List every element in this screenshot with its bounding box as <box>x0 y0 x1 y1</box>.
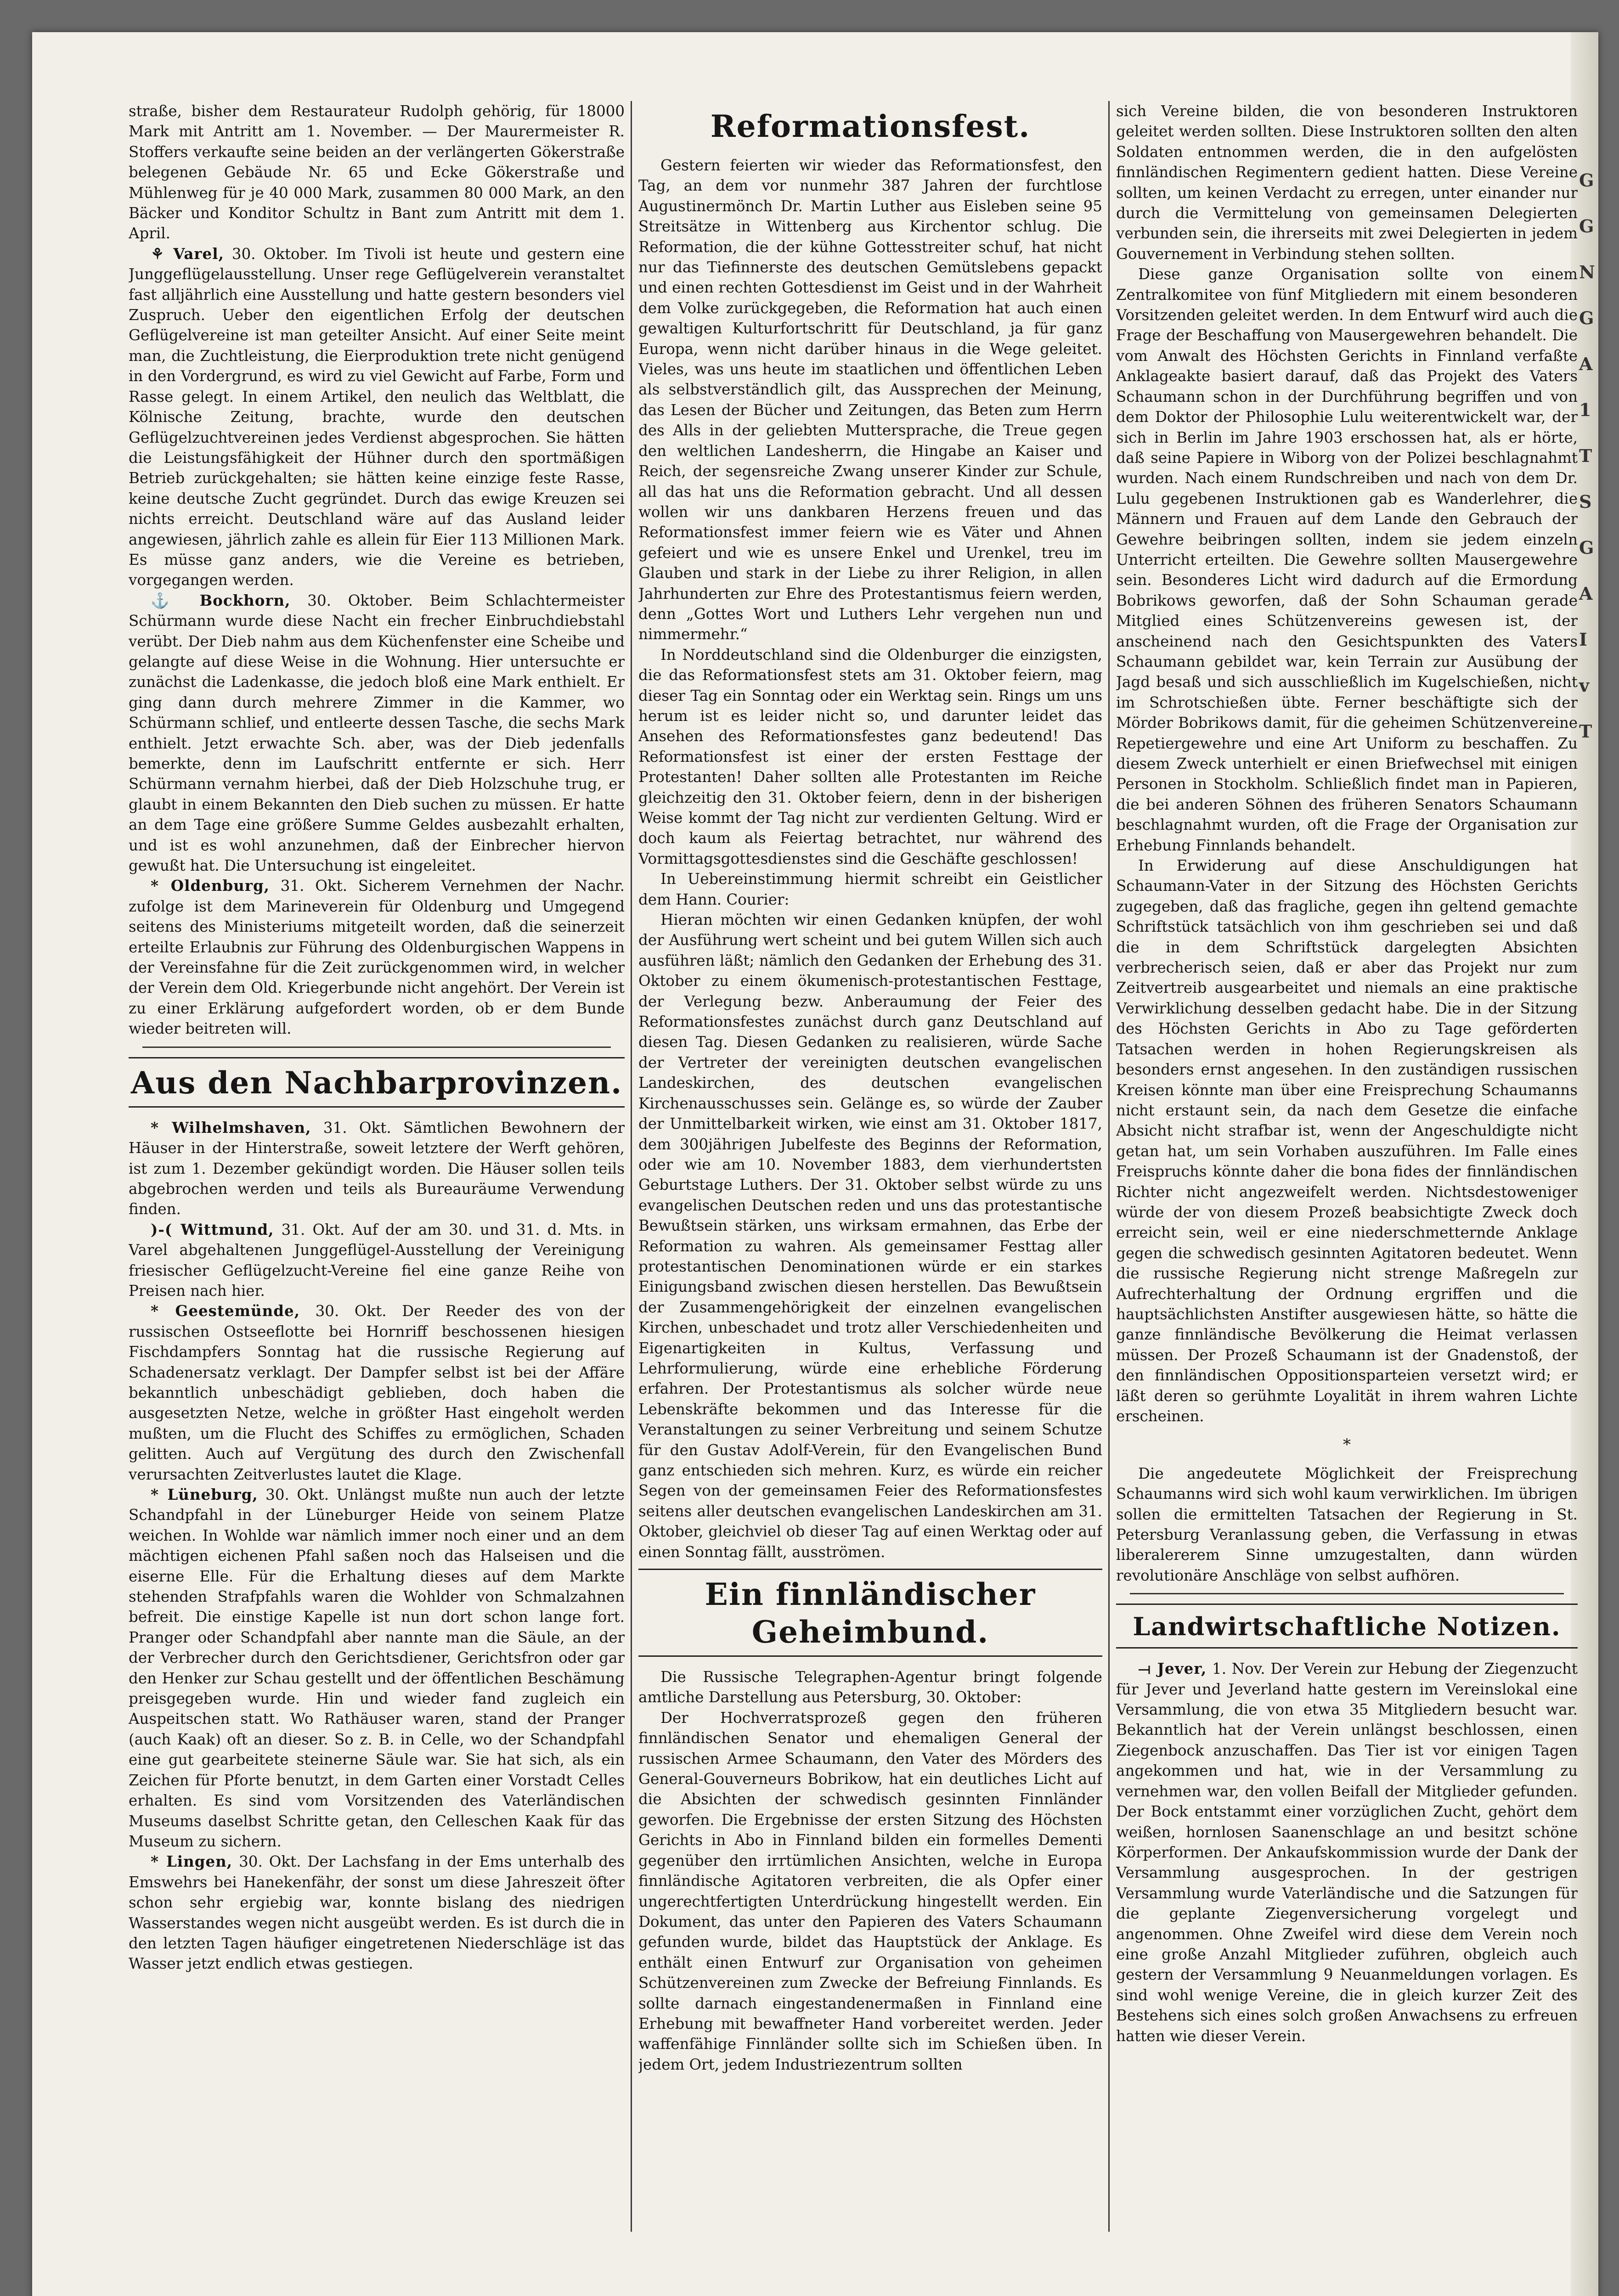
edge-glyph: G <box>1579 308 1594 328</box>
edge-glyph: T <box>1579 445 1592 466</box>
dateline: * Oldenburg, <box>151 877 270 895</box>
news-text: 31. Okt. Auf der am 30. und 31. d. Mts. in Varel abgehaltenen Junggeflügel-Ausstellung der Vereinigung friesischer Geflügelzucht-Vereine fiel eine ganze Reihe von Preisen nach hier. <box>129 1221 625 1300</box>
column-3 <box>1116 101 1578 2236</box>
article-paragraph <box>129 101 625 244</box>
edge-glyph: A <box>1579 354 1593 374</box>
article-paragraph: In Norddeutschland sind die Oldenburger die einzigsten, die das Reformationsfest stets am 31. Oktober feiern, mag dieser Tag ein Sonntag oder ein Werktag sein. Rings um uns herum ist es leider nicht so, und darunter leidet das Ansehen des Reformationsfestes ganz bedeutend! Das Reformationsfest ist einer der ersten Festtage der Protestanten! Daher sollten alle Protestanten im Reiche gleichzeitig den 31. Oktober feiern, denn in der bisherigen Weise kommt der Tag nicht zur verdienten Geltung. Wird er doch kaum als Feiertag betrachtet, nur während des Vormittagsgottesdienstes sind die Geschäfte geschlossen! <box>638 646 1102 867</box>
geheimbund-article-continued <box>1116 101 1578 1426</box>
article-paragraph: Hieran möchten wir einen Gedanken knüpfen, der wohl der Ausführung wert scheint und bei gutem Willen sich auch ausführen läßt; nämlich den Gedanken der Erhebung des 31. Oktober zu einem ökumenisch-protestantischen Festtage, der Verlegung bezw. Anberaumung der Feier des Reformationsfestes zunächst durch ganz Deutschland auf diesen Tag. Diesen Gedanken zu realisieren, würde Sache der Vertreter der vereinigten deutschen evangelischen Landeskirchen, des deutschen evangelischen Kirchenausschusses sein. Gelänge es, so würde der Zauber der Unmittelbarkeit wirken, wie einst am 31. Oktober 1817, dem 300jährigen Jubelfeste des Beginns der Reformation, oder wie am 10. November 1883, dem vierhundertsten Geburtstage Luthers. Der 31. Oktober selbst würde zu uns evangelischen Deutschen reden und uns das protestantische Bewußtsein stärken, uns wirksam ermahnen, das Erbe der Reformation zu wahren. Als gemeinsamer Festtag aller protestantischen Denominationen würde er ein starkes Einigungsband zwischen diesen herstellen. Das Bewußtsein der Zusammengehörigkeit der einzelnen evangelischen Kirchen, unbeschadet und trotz aller Verschiedenheiten und Eigenartigkeiten in Kultus, Verfassung und Lehrformulierung, würde eine erhebliche Förderung erfahren. Der Protestantismus als solcher würde neue Lebenskräfte bekommen und das Interesse für die Veranstaltungen zu seiner Verbreitung und seinem Schutze für den Gustav Adolf-Verein, für den Evangelischen Bund ganz entschieden sich mehren. Kurz, es würde ein reicher Segen von der gemeinsamen Feier des Reformationsfestes seitens aller deutschen evangelischen Landeskirchen am 31. Oktober, gleichviel ob dieser Tag auf einen Werktag oder auf einen Sonntag fällt, ausströmen. <box>638 911 1102 1561</box>
newspaper-page <box>32 32 1598 2296</box>
heading-geheimbund: Ein finnländischer Geheimbund. <box>638 1569 1102 1657</box>
column-rule <box>1108 101 1110 2232</box>
news-text: 31. Okt. Sämtlichen Bewohnern der Häuser in der Hinterstraße, soweit letztere der Werft gehören, ist zum 1. Dezember gekündigt worden. Die Häuser sollen teils abgebrochen werden und teils als Bureauräume Verwendung finden. <box>129 1119 625 1218</box>
dateline: * Wilhelmshaven, <box>151 1118 311 1137</box>
column-1 <box>129 101 625 2236</box>
news-item <box>129 1220 625 1301</box>
article-paragraph <box>1116 264 1578 855</box>
dateline: ⚘ Varel, <box>151 244 224 263</box>
news-text: sich Vereine bilden, die von besonderen Instruktoren geleitet werden sollten. Diese Instruktoren sollten den alten Soldaten entnommen werden, die in den aufgelösten finnländischen Regimentern gedient hatten. Diese Vereine sollten, um keinen Verdacht zu erregen, unter einander nur durch die Vermittelung von gemeinsamen Delegierten verbunden sein, die ihrerseits mit zwei Delegierten in jedem Gouvernement in Verbindung stehen sollten. <box>1116 102 1578 263</box>
article-paragraph <box>1116 101 1578 264</box>
section-divider <box>1130 1593 1564 1594</box>
news-item <box>129 591 625 876</box>
news-text: 30. Oktober. Im Tivoli ist heute und gestern eine Junggeflügelausstellung. Unser rege Geflügelverein veranstaltet fast alljährlich eine Ausstellung und hatte gestern besonders viel Zuspruch. Ueber den eigentlichen Erfolg der deutschen Geflügelvereine ist man geteilter Ansicht. Auf einer Seite meint man, die Zuchtleistung, die Eierproduktion trete nicht genügend in den Vordergrund, es wird zu viel Gewicht auf Farbe, Form und Rasse gelegt. In einem Artikel, den neulich das Weltblatt, die Kölnische Zeitung, brachte, wurde den deutschen Geflügelzuchtvereinen jedes Verdienst abgesprochen. Sie hätten die Leistungsfähigkeit der Hühner durch den sportmäßigen Betrieb zurückgehalten; sie hätten keine einzige feste Rasse, keine deutsche Zucht gegründet. Durch das ewige Kreuzen sei nichts erreicht. Deutschland wäre auf das Ausland leider angewiesen, jährlich zahle es allein für Eier 113 Millionen Mark. Es müsse ganz anders, wie die Vereine es betrieben, vorgegangen werden. <box>129 245 625 589</box>
news-text: straße, bisher dem Restaurateur Rudolph gehörig, für 18000 Mark mit Antritt am 1. November. — Der Maurermeister R. Stoffers verkaufte seine beiden an der verlängerten Gökerstraße belegenen Gebäude Nr. 65 und Ecke Gökerstraße und Mühlenweg für je 40 000 Mark, zusammen 80 000 Mark, an den Bäcker und Konditor Schultz in Bant zum Antritt mit dem 1. April. <box>129 102 625 242</box>
nachbar-news-block <box>129 1118 625 1974</box>
heading-landwirtschaft: Landwirtschaftliche Notizen. <box>1116 1604 1578 1649</box>
dateline: )-( Wittmund, <box>151 1220 274 1238</box>
news-text: 30. Oktober. Beim Schlachtermeister Schürmann wurde diese Nacht ein frecher Einbruchdiebstahl verübt. Der Dieb nahm aus dem Küchenfenster eine Scheibe und gelangte auf diese Weise in die Wohnung. Hier untersuchte er zunächst die Ladenkasse, die jedoch bloß eine Mark enthielt. Er ging dann durch mehrere Zimmer in die Kammer, wo Schürmann schlief, und entleerte dessen Tasche, die sechs Mark enthielt. Jetzt erwachte Sch. aber, was der Dieb jedenfalls bemerkte, denn im Laufschritt entfernte er sich. Herr Schürmann vernahm hierbei, daß der Dieb Holzschuhe trug, er glaubt in einem Bekannten den Dieb suchen zu müssen. Er hatte an dem Tage eine größere Summe Geldes ausbezahlt erhalten, und ist es wohl anzunehmen, daß der Einbrecher hiervon gewußt hat. Die Untersuchung ist eingeleitet. <box>129 591 625 875</box>
edge-glyph: N <box>1579 262 1595 282</box>
news-text: 30. Okt. Der Lachsfang in der Ems unterhalb des Emswehrs bei Hanekenfähr, der sonst um diese Jahreszeit öfter schon sehr ergiebig war, konnte bislang des niedrigen Wasserstandes wegen nicht ausgeübt werden. Es ist durch die in den letzten Tagen häufiger eingetretenen Niederschläge ist das Wasser jetzt endlich etwas gestiegen. <box>129 1853 625 1973</box>
news-text: Diese ganze Organisation sollte von einem Zentralkomitee von fünf Mitgliedern mit einem besonderen Vorsitzenden geleitet werden. In dem Entwurf wird auch die Frage der Beschaffung von Mausergewehren behandelt. Die vom Anwalt des Höchsten Gerichts in Finnland verfaßte Anklageakte basiert darauf, daß das Projekt des Vaters Schaumann schon in der Durchführung begriffen und von dem Doktor der Philosophie Lulu weiterentwickelt war, der sich in Berlin im Jahre 1903 erschossen hat, als er hörte, daß seine Papiere in Wiborg von der Polizei beschlagnahmt wurden. Nach einem Rundschreiben und nach von dem Dr. Lulu gegebenen Instruktionen gab es Wanderlehrer, die Männern und Frauen auf dem Lande den Gebrauch der Gewehre beibringen sollten, indem sie jedem einzeln Unterricht erteilten. Die Gewehre sollten Mausergewehre sein. Besonderes Licht wird dadurch auf die Ermordung Bobrikows geworfen, daß der Sohn Schauman gerade Mitglied eines Schützenvereins gewesen ist, der anscheinend nach den Gesichtspunkten des Vaters Schaumann gebildet war, kein Terrain zur Ausübung der Jagd besaß und sich ausschließlich im Kugelschießen, nicht im Schrotschießen übte. Ferner beschäftigte sich der Mörder Bobrikows damit, für die geheimen Schützenvereine Repetiergewehre und eine Art Uniform zu beschaffen. Zu diesem Zweck unterhielt er einen Briefwechsel mit einigen Personen in Stockholm. Schließlich findet man in Papieren, die bei anderen Söhnen des früheren Senators Schaumann beschlagnahmt wurden, oft die Frage der Organisation zur Erhebung Finnlands behandelt. <box>1116 265 1578 854</box>
news-text: In Erwiderung auf diese Anschuldigungen hat Schaumann-Vater in der Sitzung des Höchsten Gerichts zugegeben, daß das fragliche, gegen ihn geltend gemachte Schriftstück tatsächlich von ihm geschrieben sei und daß die in dem Schriftstück dargelegten Absichten verbrecherisch seien, daß er aber das Projekt nur zum Zeitvertreib ausgearbeitet und niemals an eine praktische Verwirklichung desselben gedacht habe. Die in der Sitzung des Höchsten Gerichts in Abo zu Tage geförderten Tatsachen werden in hohen Regierungskreisen als besonders ernst angesehen. In den zuständigen russischen Kreisen könnte man über eine Freisprechung Schaumanns nicht erstaunt sein, da nach dem Gesetze die einfache Absicht nicht strafbar ist, wenn der Angeschuldigte nicht getan hat, um sein Vorhaben auszuführen. Im Falle eines Freispruchs könnte daher die bona fides der finnländischen Richter nicht angezweifelt werden. Nichtsdestoweniger würde der von diesem Prozeß beabsichtigte Zweck doch erreicht sein, weil er eine niederschmetternde Anklage gegen die schwedisch gesinnten Agitatoren bedeutet. Wenn die russische Regierung nicht strenge Maßregeln zur Aufrechterhaltung der Ordnung ergriffen und die hauptsächlichsten Anstifter ausgewiesen hätte, so hätte die ganze finnländische Bevölkerung die Heimat verlassen müssen. Der Prozeß Schaumann ist der Gnadenstoß, der den finnländischen Oppositionsparteien versetzt wird; er läßt deren so gerühmte Loyalität in ihrem wahren Lichte erscheinen. <box>1116 857 1578 1425</box>
edge-glyph: G <box>1579 216 1594 236</box>
dateline: * Lingen, <box>151 1852 233 1871</box>
article-paragraph: Die Russische Telegraphen-Agentur bringt folgende amtliche Darstellung aus Petersburg, 30. Oktober: <box>638 1668 1102 1706</box>
local-news-block <box>129 101 625 1039</box>
article-paragraph <box>1116 855 1578 1426</box>
heading-nachbarprovinzen: Aus den Nachbarprovinzen. <box>129 1057 625 1108</box>
edge-glyph: v <box>1579 675 1590 696</box>
news-item <box>129 1851 625 1974</box>
column-2 <box>638 101 1102 2236</box>
news-item-jever <box>1116 1659 1578 2046</box>
news-text: 1. Nov. Der Verein zur Hebung der Ziegenzucht für Jever und Jeverland hatte gestern im Vereinslokal eine Versammlung, die von etwa 35 Mitgliedern besucht war. Bekanntlich hat der Verein unlängst beschlossen, einen Ziegenbock anzuschaffen. Das Tier ist vor einigen Tagen angekommen und hat, wie in der Versammlung zu vernehmen war, den vollen Beifall der Mitglieder gefunden. Der Bock entstammt einer vorzüglichen Zucht, gehört dem weißen, hornlosen Saanenschlage an und besitzt schöne Körperformen. Der Ankaufskommission wurde der Dank der Versammlung ausgesprochen. In der gestrigen Versammlung wurde Vaterländische und die Satzungen für die geplante Ziegenversicherung vorgelegt und angenommen. Ohne Zweifel wird diese dem Verein noch eine große Anzahl Mitglieder zuführen, obgleich auch gestern der Versammlung 9 Neuanmeldungen vorlagen. Es sind wohl wenige Vereine, die in gleich kurzer Zeit des Bestehens sich eines solch großen Anwachsens zu erfreuen hatten wie dieser Verein. <box>1116 1660 1578 2045</box>
article-paragraph: Die angedeutete Möglichkeit der Freisprechung Schaumanns wird sich wohl kaum verwirklichen. Im übrigen sollen die ermittelten Tatsachen der Regierung in St. Petersburg Veranlassung geben, die Verfassung in etwas liberalererem Sinne umzugestalten, dann würden revolutionäre Anschläge von selbst aufhören. <box>1116 1464 1578 1584</box>
edge-glyph: 1 <box>1579 400 1591 420</box>
news-item <box>129 1301 625 1485</box>
article-paragraph: Gestern feierten wir wieder das Reformationsfest, den Tag, an dem vor nunmehr 387 Jahren der furchtlose Augustinermönch Dr. Martin Luther aus Eisleben seine 95 Streitsätze in Wittenberg aus Kirchentor schlug. Die Reformation, die der kühne Gottesstreiter schuf, hat nicht nur das Tiefinnerste des deutschen Gemütslebens gepackt und einen rechten Gottesdienst im Geist und in der Wahrheit dem Volke zurückgegeben, die Reformation hat auch einen gewaltigen Kulturfortschritt für Deutschland, ja für ganz Europa, wenn nicht darüber hinaus in die Wege geleitet. Vieles, was uns heute im staatlichen und öffentlichen Leben als selbstverständlich gilt, das Aussprechen der Meinung, das Lesen der Bücher und Zeitungen, das Beten zum Herrn des Alls in der geliebten Muttersprache, die Treue gegen den weltlichen Landesherrn, die Hingabe an Kaiser und Reich, der segensreiche Zwang unserer Kinder zur Schule, all das hat uns die Reformation gebracht. Und all dessen wollen wir uns dankbaren Herzens freuen und das Reformationsfest immer feiern wie es Väter und Ahnen gefeiert und wie es unsere Enkel und Urenkel, treu im Glauben und stark in der Liebe zu ihrer Religion, in allen Jahrhunderten zur Ehre des Protestantismus feiern werden, denn „Gottes Wort und Luthers Lehr vergehen nun und nimmermehr.“ <box>638 157 1102 643</box>
dateline: * Lüneburg, <box>151 1486 258 1503</box>
edge-glyph: I <box>1579 629 1587 650</box>
reformation-article <box>638 155 1102 1562</box>
news-text: 30. Okt. Der Reeder des von der russischen Ostseeflotte bei Hornriff beschossenen hiesigen Fischdampfers Sonntag hat die russische Regierung auf Schadenersatz verklagt. Der Dampfer selbst ist bei der Affäre bekanntlich unbeschädigt geblieben, doch haben die ausgesetzten Netze, welche in größter Hast eingeholt werden mußten, um die Flucht des Schiffes zu ermöglichen, Schaden gelitten. Auch auf Vergütung des durch den Zwischenfall verursachten Zeitverlustes lautet die Klage. <box>129 1302 625 1483</box>
dateline: ⟞ Jever, <box>1138 1660 1207 1678</box>
edge-glyph: S <box>1579 491 1592 512</box>
news-item <box>129 876 625 1039</box>
heading-reformationsfest: Reformationsfest. <box>710 108 1031 144</box>
news-text: 31. Okt. Sicherem Vernehmen der Nachr. zufolge ist dem Marineverein für Oldenburg und Umgegend seitens des Ministeriums mitgeteilt worden, daß die seinerzeit erteilte Erlaubnis zur Führung des Oldenburgischen Wappens in der Vereinsfahne für die Zeit zurückgenommen wird, in welcher der Verein dem Old. Kriegerbunde nicht angehört. Der Verein ist zu einer Erklärung aufgefordert worden, ob er dem Bunde wieder beitreten will. <box>129 877 625 1038</box>
news-item <box>129 244 625 591</box>
edge-glyph: G <box>1579 170 1594 191</box>
article-paragraph: Der Hochverratsprozeß gegen den früheren finnländischen Senator und ehemaligen General der russischen Armee Schaumann, den Vater des Mörders des General-Gouverneurs Bobrikow, hat ein deutliches Licht auf die Absichten der schwedisch gesinnten Finnländer geworfen. Die Ergebnisse der ersten Sitzung des Höchsten Gerichts in Abo in Finnland bilden ein formelles Dementi gegenüber den irrtümlichen Ansichten, welche in Europa finnländische Agitatoren verbreiten, die als Opfer einer ungerechtfertigten Unterdrückung hingestellt werden. Ein Dokument, das unter den Papieren des Vaters Schaumann gefunden wurde, bildet das Hauptstück der Anklage. Es enthält einen Entwurf zur Organisation von geheimen Schützenvereinen zum Zwecke der Befreiung Finnlands. Es sollte darnach eingestandenermaßen in Finnland eine Erhebung mit bewaffneter Hand vorbereitet werden. Jeder waffenfähige Finnländer sollte sich im Schießen üben. In jedem Ort, jedem Industriezentrum sollten <box>638 1709 1102 2073</box>
edge-glyph: T <box>1579 721 1592 742</box>
separator-star: * <box>1343 1435 1351 1454</box>
section-divider <box>142 1047 611 1048</box>
news-item <box>129 1118 625 1220</box>
geheimbund-article <box>638 1667 1102 2075</box>
dateline: * Geestemünde, <box>151 1302 300 1320</box>
article-paragraph: In Uebereinstimmung hiermit schreibt ein Geistlicher dem Hann. Courier: <box>638 870 1102 908</box>
dateline: ⚓ Bockhorn, <box>151 591 291 609</box>
edge-glyph: G <box>1579 537 1594 558</box>
news-text: 30. Okt. Unlängst mußte nun auch der letzte Schandpfahl in der Lüneburger Heide von seinem Platze weichen. In Wohlde war nämlich immer noch einer und an dem mächtigen eichenen Pfahl saßen noch das Halseisen und die eiserne Elle. Für die Erhaltung dieses auf dem Markte stehenden Strafpfahls waren die Wohlder von Schmalzahnen befreit. Die einstige Kapelle ist nun dort schon lange fort. Pranger oder Schandpfahl aber nannte man die Säule, an der der Verbrecher durch den Gerichtsdiener, Gerichtsfron oder gar den Henker zur Schau gestellt und der öffentlichen Beschämung preisgegeben wurde. Hin und wieder fand zugleich ein Auspeitschen statt. Wo Rathäuser waren, stand der Pranger (auch Kaak) oft an dieser. So z. B. in Celle, wo der Schandpfahl eine gut gearbeitete steinerne Säule war. Sie hat sich, als ein Zeichen für Pforte benutzt, in dem Garten einer Vorstadt Celles erhalten. Es sind vom Vorsitzenden des Vaterländischen Museums daselbst Schritte getan, den Celleschen Kaak für das Museum zu sichern. <box>129 1486 625 1850</box>
column-rule <box>631 101 632 2232</box>
edge-glyph: A <box>1579 583 1593 604</box>
news-item <box>129 1485 625 1851</box>
